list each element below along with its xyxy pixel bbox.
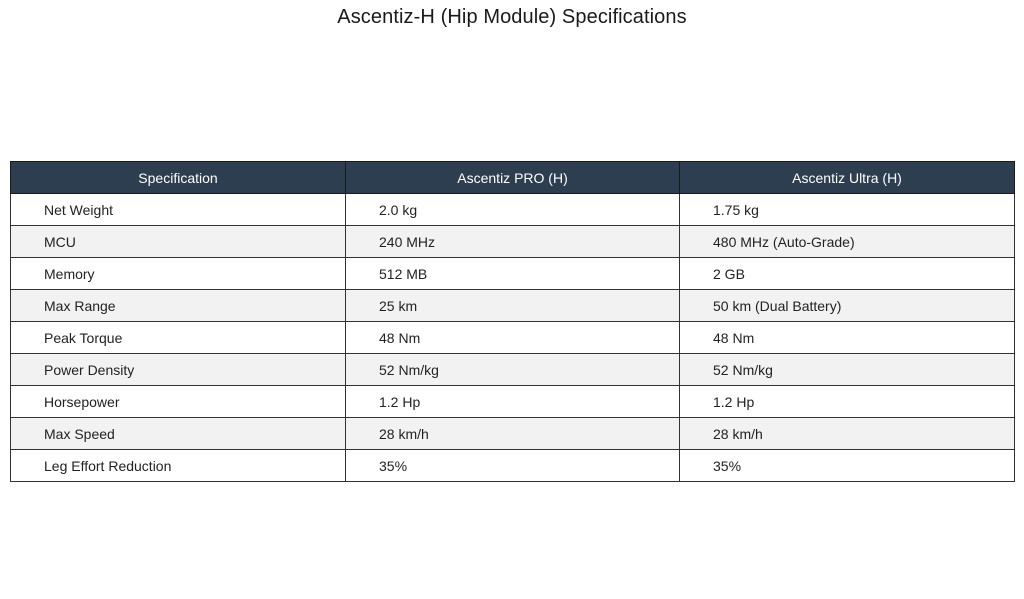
table-row [11, 290, 1015, 322]
table-header-row [11, 162, 1015, 194]
table-row [11, 226, 1015, 258]
table-row [11, 418, 1015, 450]
table-row [11, 194, 1015, 226]
ultra-value: 35% [680, 450, 1015, 482]
pro-value: 48 Nm [346, 322, 680, 354]
column-header-specification: Specification [11, 162, 346, 194]
ultra-value: 50 km (Dual Battery) [680, 290, 1015, 322]
pro-value: 240 MHz [346, 226, 680, 258]
ultra-value: 28 km/h [680, 418, 1015, 450]
spec-label: Power Density [11, 354, 346, 386]
ultra-value: 52 Nm/kg [680, 354, 1015, 386]
ultra-value: 48 Nm [680, 322, 1015, 354]
spec-table [10, 161, 1015, 482]
ultra-value: 1.2 Hp [680, 386, 1015, 418]
pro-value: 512 MB [346, 258, 680, 290]
table-row [11, 322, 1015, 354]
page-title: Ascentiz-H (Hip Module) Specifications [337, 6, 687, 28]
pro-value: 2.0 kg [346, 194, 680, 226]
spec-label: MCU [11, 226, 346, 258]
spec-label: Max Speed [11, 418, 346, 450]
table-row [11, 354, 1015, 386]
column-header-pro: Ascentiz PRO (H) [346, 162, 680, 194]
table-row [11, 386, 1015, 418]
spec-label: Leg Effort Reduction [11, 450, 346, 482]
pro-value: 25 km [346, 290, 680, 322]
spec-label: Net Weight [11, 194, 346, 226]
spec-label: Peak Torque [11, 322, 346, 354]
pro-value: 1.2 Hp [346, 386, 680, 418]
pro-value: 35% [346, 450, 680, 482]
pro-value: 28 km/h [346, 418, 680, 450]
ultra-value: 1.75 kg [680, 194, 1015, 226]
spec-label: Memory [11, 258, 346, 290]
column-header-ultra: Ascentiz Ultra (H) [680, 162, 1015, 194]
table-row [11, 450, 1015, 482]
ultra-value: 2 GB [680, 258, 1015, 290]
spec-label: Max Range [11, 290, 346, 322]
pro-value: 52 Nm/kg [346, 354, 680, 386]
spec-label: Horsepower [11, 386, 346, 418]
table-row [11, 258, 1015, 290]
ultra-value: 480 MHz (Auto-Grade) [680, 226, 1015, 258]
